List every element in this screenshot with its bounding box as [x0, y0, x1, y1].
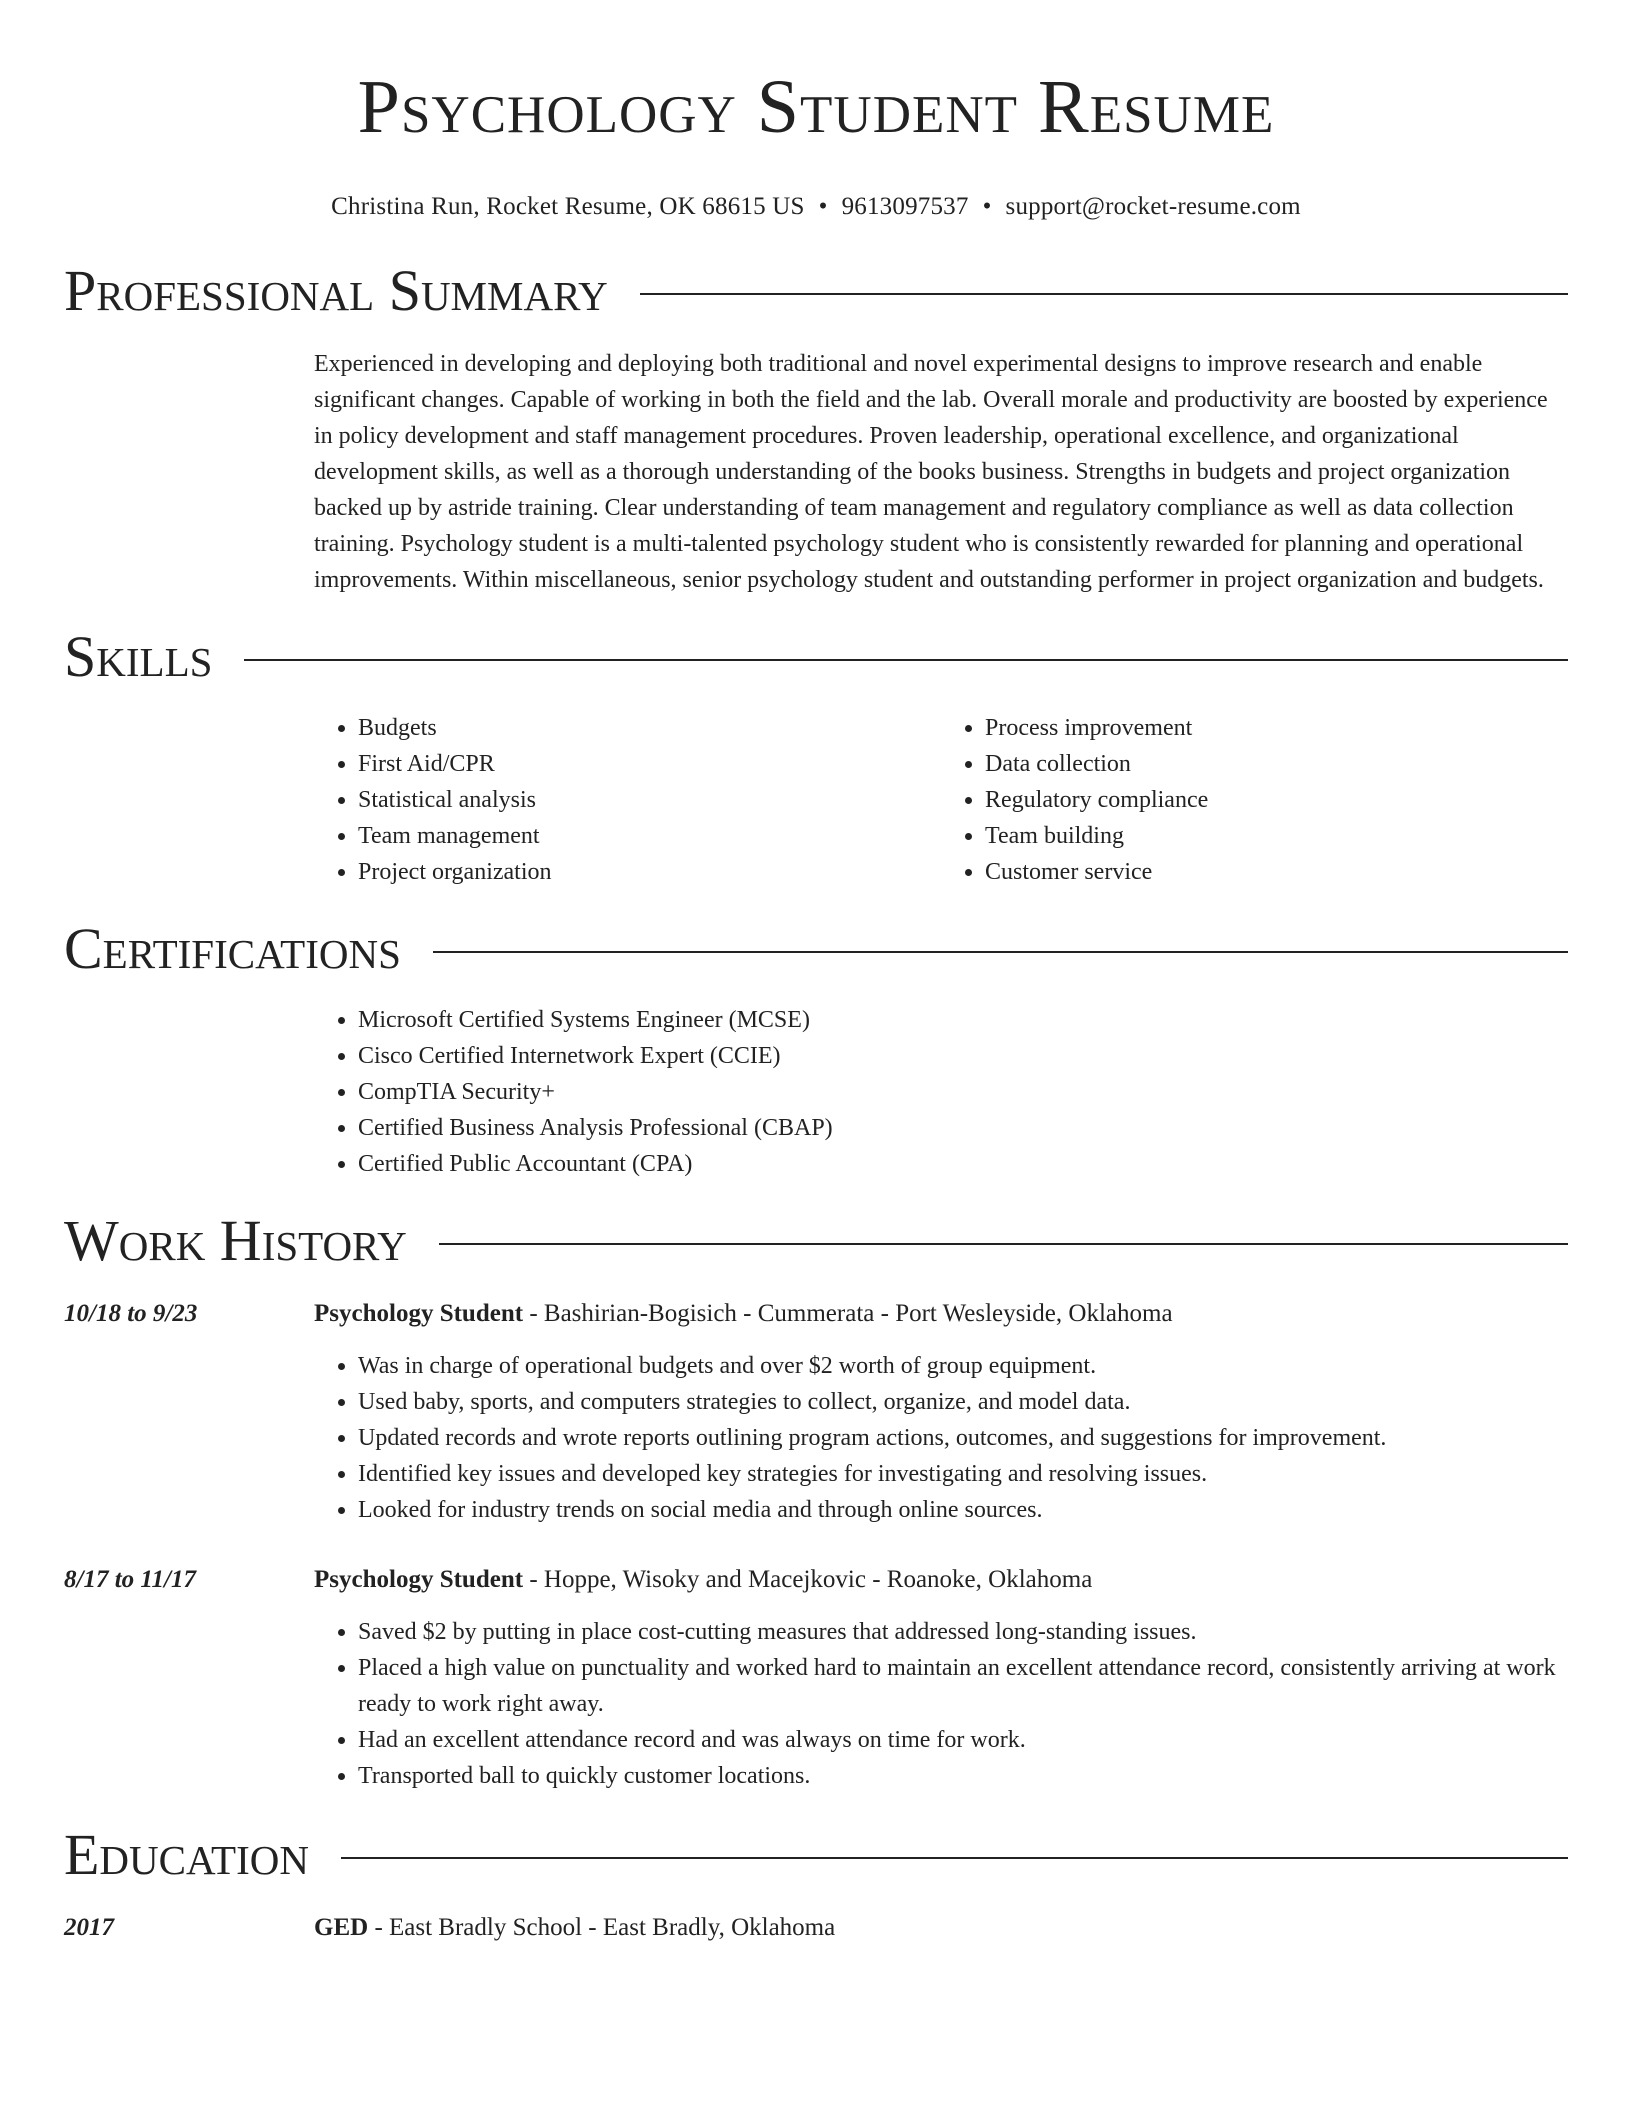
summary-text: Experienced in developing and deploying both traditional and novel experimental designs to improve research and enable significant changes. Capable of working in both the field and the lab. Overall morale and productivity are boosted by experience in policy development and staff management procedures. Proven leadership, operational excellence, and organizational development skills, as well as a thorough understanding of the books business. Strengths in budgets and project organization backed up by astride training. Clear understanding of team management and regulatory compliance as well as data collection training. Psychology student is a multi-talented psychology student who is consistently rewarded for planning and operational improvements. Within miscellaneous, senior psychology student and outstanding performer in project organization and budgets.: [314, 351, 1548, 593]
job-title: Psychology Student: [314, 1300, 524, 1327]
job-duty-item: • Had an excellent attendance record and was always on time for work.: [358, 1722, 1568, 1758]
job-details: - Bashirian-Bogisich - Cummerata - Port Wesleyside, Oklahoma: [523, 1300, 1173, 1327]
skill-item: • Process improvement: [985, 710, 1568, 746]
certification-item: • Certified Public Accountant (CPA): [358, 1146, 1568, 1182]
job-duties-list: [314, 1614, 1568, 1794]
certifications-section: [64, 916, 1568, 1182]
job-dates: 10/18 to 9/23: [64, 1300, 198, 1327]
skills-heading: Skills: [64, 624, 213, 689]
job-duty-item: • Placed a high value on punctuality and worked hard to maintain an excellent attendance record, consistently arriving at work ready to work right away.: [358, 1650, 1568, 1722]
job-duty-item: • Updated records and wrote reports outlining program actions, outcomes, and suggestions for improvement.: [358, 1420, 1568, 1456]
job-position: [314, 1562, 1092, 1598]
certifications-heading: Certifications: [64, 916, 401, 981]
job-position: [314, 1296, 1173, 1332]
job-duty-item: • Identified key issues and developed key strategies for investigating and resolving issues.: [358, 1456, 1568, 1492]
job-details: - Hoppe, Wisoky and Macejkovic - Roanoke, Oklahoma: [523, 1566, 1093, 1593]
job-title: Psychology Student: [314, 1566, 524, 1593]
education-details: - East Bradly School - East Bradly, Oklahoma: [368, 1914, 836, 1941]
contact-line: [64, 192, 1568, 222]
skill-item: • Customer service: [985, 854, 1568, 890]
job-duties-list: [314, 1348, 1568, 1528]
summary-section: [64, 258, 1568, 598]
section-divider: [341, 1857, 1568, 1859]
contact-address: Christina Run, Rocket Resume, OK 68615 US: [331, 193, 805, 220]
certifications-list: [314, 1002, 1568, 1182]
contact-separator: •: [818, 193, 828, 220]
skill-item: • First Aid/CPR: [358, 746, 941, 782]
skills-heading-row: [64, 624, 1568, 690]
job-duty-item: • Transported ball to quickly customer locations.: [358, 1758, 1568, 1794]
skills-section: [64, 624, 1568, 890]
education-degree: GED: [314, 1914, 369, 1941]
section-divider: [640, 293, 1568, 295]
education-year: 2017: [64, 1914, 114, 1941]
job-duty-item: • Saved $2 by putting in place cost-cutting measures that addressed long-standing issues.: [358, 1614, 1568, 1650]
section-divider: [439, 1243, 1568, 1245]
skill-item: • Team building: [985, 818, 1568, 854]
education-entry: [64, 1910, 1568, 1946]
contact-email: support@rocket-resume.com: [1005, 193, 1301, 220]
section-divider: [244, 659, 1568, 661]
job-header: [64, 1562, 1568, 1598]
job-duty-item: • Was in charge of operational budgets and over $2 worth of group equipment.: [358, 1348, 1568, 1384]
work-history-heading: Work History: [64, 1208, 407, 1273]
job-entry: [64, 1562, 1568, 1794]
education-heading-row: [64, 1822, 1568, 1888]
education-info: [314, 1910, 835, 1946]
job-dates: 8/17 to 11/17: [64, 1566, 196, 1593]
resume-title: Psychology Student Resume: [357, 65, 1275, 149]
certifications-heading-row: [64, 916, 1568, 982]
summary-heading: Professional Summary: [64, 258, 608, 323]
job-duty-item: • Used baby, sports, and computers strategies to collect, organize, and model data.: [358, 1384, 1568, 1420]
summary-heading-row: [64, 258, 1568, 324]
skill-item: • Statistical analysis: [358, 782, 941, 818]
work-history-section: [64, 1208, 1568, 1794]
education-section: [64, 1822, 1568, 1946]
skill-item: • Budgets: [358, 710, 941, 746]
job-duty-item: • Looked for industry trends on social media and through online sources.: [358, 1492, 1568, 1528]
skills-column-right: [941, 710, 1568, 890]
certification-item: • CompTIA Security+: [358, 1074, 1568, 1110]
skill-item: • Regulatory compliance: [985, 782, 1568, 818]
contact-phone: 9613097537: [841, 193, 969, 220]
skill-item: • Team management: [358, 818, 941, 854]
skill-item: • Project organization: [358, 854, 941, 890]
education-heading: Education: [64, 1822, 309, 1887]
certification-item: • Cisco Certified Internetwork Expert (CCIE): [358, 1038, 1568, 1074]
job-header: [64, 1296, 1568, 1332]
skills-list: [314, 710, 1568, 890]
work-history-heading-row: [64, 1208, 1568, 1274]
contact-separator: •: [982, 193, 992, 220]
job-entry: [64, 1296, 1568, 1528]
certification-item: • Certified Business Analysis Professional (CBAP): [358, 1110, 1568, 1146]
skill-item: • Data collection: [985, 746, 1568, 782]
section-divider: [433, 951, 1568, 953]
certification-item: • Microsoft Certified Systems Engineer (MCSE): [358, 1002, 1568, 1038]
skills-column-left: [314, 710, 941, 890]
